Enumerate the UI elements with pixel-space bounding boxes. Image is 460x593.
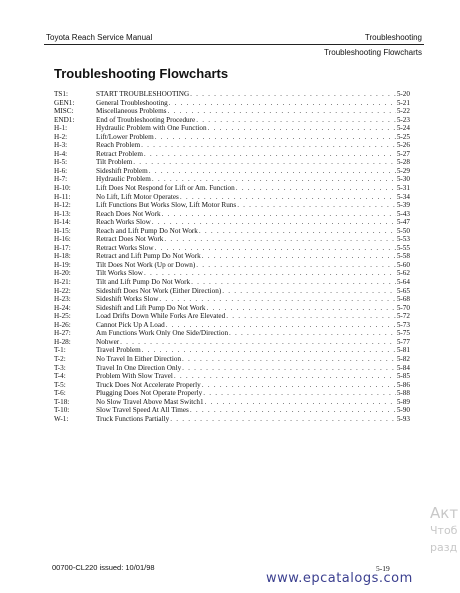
toc-entry-title: Am Functions Work Only One Side/Direction (96, 329, 229, 338)
toc-entry-code: H-5: (54, 158, 68, 167)
toc-entry[interactable] (54, 252, 410, 261)
footer-page-number: 5-19 (376, 564, 390, 573)
toc-entry-page: 5-26 (396, 141, 410, 150)
toc-entry-code: H-27: (54, 329, 71, 338)
toc-entry-code: T-5: (54, 380, 66, 389)
toc-entry-page: 5-81 (396, 346, 410, 355)
toc-entry[interactable] (54, 107, 410, 116)
toc-entry-code: H-7: (54, 175, 68, 184)
toc-entry-page: 5-47 (396, 218, 410, 227)
toc-entry-code: T-3: (54, 363, 66, 372)
toc-entry-code: H-6: (54, 166, 68, 175)
toc-leader-dots (182, 364, 396, 373)
toc-entry-code: T-6: (54, 389, 66, 398)
toc-entry-code: T-18: (54, 397, 70, 406)
toc-leader-dots (170, 415, 396, 424)
toc-entry-title: Cannot Pick Up A Load (96, 320, 165, 329)
toc-entry-code: T-4: (54, 372, 66, 381)
toc-entry-title: Travel In One Direction Only (96, 363, 182, 372)
toc-entry-code: H-20: (54, 269, 71, 278)
toc-entry-page: 5-64 (396, 278, 410, 287)
toc-list (54, 90, 410, 423)
toc-entry-code: GEN1: (54, 98, 75, 107)
toc-entry-code: H-17: (54, 243, 71, 252)
toc-leader-dots (167, 107, 395, 116)
toc-entry-page: 5-86 (396, 380, 410, 389)
toc-entry-title: Reach Problem (96, 141, 141, 150)
toc-entry-page: 5-77 (396, 337, 410, 346)
toc-entry[interactable] (54, 193, 410, 202)
toc-leader-dots (199, 227, 396, 236)
toc-leader-dots (190, 90, 396, 99)
toc-entry-page: 5-34 (396, 192, 410, 201)
toc-entry-code: H-10: (54, 184, 71, 193)
activation-line-2: Чтоб (430, 524, 458, 537)
toc-entry[interactable] (54, 235, 410, 244)
toc-entry-title: General Troubleshooting (96, 98, 168, 107)
watermark-site: www.epcatalogs.com (266, 571, 413, 586)
toc-leader-dots (169, 99, 396, 108)
header-section: Troubleshooting (364, 33, 422, 42)
toc-entry[interactable] (54, 329, 410, 338)
toc-entry-title: Retract and Lift Pump Do Not Work (96, 252, 201, 261)
toc-leader-dots (203, 389, 396, 398)
toc-entry-title: Load Drifts Down While Forks Are Elevated (96, 312, 226, 321)
toc-leader-dots (236, 184, 396, 193)
toc-entry-title: Sideshift and Lift Pump Do Not Work (96, 303, 206, 312)
toc-leader-dots (142, 346, 396, 355)
toc-leader-dots (152, 218, 396, 227)
toc-entry-page: 5-29 (396, 166, 410, 175)
toc-entry-page: 5-70 (396, 303, 410, 312)
toc-leader-dots (196, 261, 396, 270)
toc-entry-code: END1: (54, 115, 75, 124)
toc-entry[interactable] (54, 278, 410, 287)
toc-leader-dots (166, 321, 396, 330)
toc-entry[interactable] (54, 295, 410, 304)
toc-entry-title: Problem With Slow Travel (96, 372, 173, 381)
toc-entry-page: 5-39 (396, 201, 410, 210)
header-subsection: Troubleshooting Flowcharts (324, 48, 422, 57)
toc-leader-dots (237, 201, 396, 210)
toc-entry-title: Plugging Does Not Operate Properly (96, 389, 203, 398)
toc-leader-dots (180, 193, 396, 202)
toc-entry-title: Sideshift Does Not Work (Either Direction) (96, 286, 222, 295)
toc-leader-dots (155, 244, 396, 253)
toc-entry-title: Tilt and Lift Pump Do Not Work (96, 278, 191, 287)
activation-watermark (430, 505, 458, 556)
toc-entry-title: Hydraulic Problem (96, 175, 151, 184)
toc-entry-code: H-2: (54, 132, 68, 141)
toc-entry-page: 5-88 (396, 389, 410, 398)
toc-entry-page: 5-43 (396, 209, 410, 218)
footer-doc-issued: 00700-CL220 issued: 10/01/98 (52, 563, 155, 572)
toc-entry-page: 5-93 (396, 414, 410, 423)
toc-entry-title: START TROUBLESHOOTING (96, 90, 190, 98)
toc-entry[interactable] (54, 269, 410, 278)
toc-entry-code: T-2: (54, 354, 66, 363)
toc-entry-page: 5-27 (396, 149, 410, 158)
toc-entry-code: H-15: (54, 226, 71, 235)
toc-entry-code: H-19: (54, 260, 71, 269)
toc-entry-page: 5-20 (396, 90, 410, 98)
toc-entry-code: H-26: (54, 320, 71, 329)
toc-leader-dots (155, 133, 396, 142)
toc-leader-dots (208, 124, 396, 133)
toc-entry-page: 5-62 (396, 269, 410, 278)
toc-entry-page: 5-53 (396, 235, 410, 244)
toc-entry[interactable] (54, 346, 410, 355)
toc-entry-page: 5-89 (396, 397, 410, 406)
toc-entry[interactable] (54, 227, 410, 236)
toc-entry-title: Retract Problem (96, 149, 143, 158)
toc-entry[interactable] (54, 201, 410, 210)
toc-leader-dots (162, 210, 396, 219)
toc-entry[interactable] (54, 210, 410, 219)
toc-entry[interactable] (54, 150, 410, 159)
toc-entry[interactable] (54, 158, 410, 167)
toc-entry-code: H-14: (54, 218, 71, 227)
toc-entry-page: 5-90 (396, 406, 410, 415)
toc-entry-page: 5-60 (396, 260, 410, 269)
toc-entry[interactable] (54, 133, 410, 142)
toc-entry-page: 5-22 (396, 107, 410, 116)
toc-entry[interactable] (54, 398, 410, 407)
toc-entry-code: H-1: (54, 124, 68, 133)
toc-entry-title: Slow Travel Speed At All Times (96, 406, 189, 415)
toc-entry-page: 5-58 (396, 252, 410, 261)
toc-entry-title: No Slow Travel Above Mast Switch1 (96, 397, 204, 406)
toc-leader-dots (182, 355, 396, 364)
toc-entry-page: 5-25 (396, 132, 410, 141)
toc-leader-dots (205, 398, 396, 407)
toc-entry-title: Retract Does Not Work (96, 235, 164, 244)
activation-line-3: разд (430, 541, 458, 554)
toc-entry[interactable] (54, 124, 410, 133)
toc-entry-page: 5-28 (396, 158, 410, 167)
toc-entry-code: H-22: (54, 286, 71, 295)
toc-entry-code: H-23: (54, 295, 71, 304)
toc-entry-title: No Lift, Lift Motor Operates (96, 192, 179, 201)
toc-entry-title: Sideshift Problem (96, 166, 148, 175)
toc-entry-page: 5-21 (396, 98, 410, 107)
toc-entry-title: Tilt Problem (96, 158, 133, 167)
toc-entry-page: 5-30 (396, 175, 410, 184)
toc-leader-dots (174, 372, 396, 381)
toc-entry[interactable] (54, 304, 410, 313)
toc-entry-code: H-28: (54, 337, 71, 346)
toc-entry[interactable] (54, 415, 410, 424)
toc-leader-dots (141, 141, 396, 150)
toc-leader-dots (226, 312, 396, 321)
toc-entry-title: Sideshift Works Slow (96, 295, 159, 304)
toc-entry-code: W-1: (54, 414, 69, 423)
toc-leader-dots (196, 116, 396, 125)
toc-entry-page: 5-31 (396, 184, 410, 193)
toc-entry-title: Truck Functions Partially (96, 414, 170, 423)
toc-entry-page: 5-72 (396, 312, 410, 321)
toc-entry[interactable] (54, 261, 410, 270)
toc-entry-page: 5-50 (396, 226, 410, 235)
toc-entry[interactable] (54, 218, 410, 227)
toc-entry-title: Lift/Lower Problem (96, 132, 154, 141)
toc-leader-dots (207, 304, 396, 313)
toc-entry-title: No Travel In Either Direction (96, 354, 182, 363)
toc-leader-dots (144, 150, 396, 159)
toc-entry-code: H-16: (54, 235, 71, 244)
toc-entry-page: 5-23 (396, 115, 410, 124)
toc-entry[interactable] (54, 406, 410, 415)
toc-entry-title: Reach Works Slow (96, 218, 151, 227)
toc-entry-title: Nohwer (96, 337, 120, 346)
toc-entry[interactable] (54, 389, 410, 398)
toc-entry[interactable] (54, 321, 410, 330)
toc-leader-dots (133, 158, 396, 167)
toc-entry-code: H-25: (54, 312, 71, 321)
toc-leader-dots (149, 167, 396, 176)
toc-entry[interactable] (54, 338, 410, 347)
toc-entry[interactable] (54, 355, 410, 364)
toc-entry[interactable] (54, 364, 410, 373)
toc-leader-dots (159, 295, 395, 304)
toc-entry-code: H-11: (54, 192, 71, 201)
toc-entry-page: 5-24 (396, 124, 410, 133)
toc-entry-title: Tilt Does Not Work (Up or Down) (96, 260, 196, 269)
toc-entry-page: 5-65 (396, 286, 410, 295)
toc-entry-code: T-1: (54, 346, 66, 355)
toc-entry-title: Hydraulic Problem with One Function (96, 124, 207, 133)
toc-entry[interactable] (54, 141, 410, 150)
toc-leader-dots (229, 329, 396, 338)
toc-entry[interactable] (54, 381, 410, 390)
toc-entry-code: T-10: (54, 406, 70, 415)
toc-entry-code: TS1: (54, 90, 68, 98)
toc-entry[interactable] (54, 184, 410, 193)
toc-entry-page: 5-68 (396, 295, 410, 304)
toc-entry-page: 5-82 (396, 354, 410, 363)
toc-entry-title: Miscellaneous Problems (96, 107, 167, 116)
toc-entry-code: H-13: (54, 209, 71, 218)
page-title: Troubleshooting Flowcharts (54, 66, 229, 81)
toc-entry[interactable] (54, 175, 410, 184)
toc-entry-title: End of Troubleshooting Procedure (96, 115, 196, 124)
header-manual-title: Toyota Reach Service Manual (46, 33, 153, 42)
toc-entry-title: Truck Does Not Accelerate Properly (96, 380, 201, 389)
toc-entry[interactable] (54, 244, 410, 253)
toc-entry-code: H-4: (54, 149, 68, 158)
toc-entry-page: 5-55 (396, 243, 410, 252)
toc-entry-title: Retract Works Slow (96, 243, 154, 252)
activation-line-1: Акт (430, 504, 459, 522)
toc-entry-title: Travel Problem (96, 346, 141, 355)
toc-entry-code: MISC: (54, 107, 74, 116)
toc-leader-dots (191, 278, 396, 287)
toc-entry[interactable] (54, 116, 410, 125)
toc-leader-dots (144, 269, 396, 278)
toc-entry[interactable] (54, 312, 410, 321)
toc-entry-title: Lift Functions But Works Slow, Lift Motor Runs (96, 201, 237, 210)
toc-entry[interactable] (54, 372, 410, 381)
toc-entry-page: 5-85 (396, 372, 410, 381)
toc-entry-code: H-21: (54, 278, 71, 287)
toc-entry-page: 5-73 (396, 320, 410, 329)
toc-leader-dots (190, 406, 396, 415)
toc-leader-dots (202, 252, 396, 261)
toc-entry-page: 5-75 (396, 329, 410, 338)
toc-entry[interactable] (54, 90, 410, 99)
toc-leader-dots (222, 287, 396, 296)
toc-entry-page: 5-84 (396, 363, 410, 372)
header-rule (44, 44, 424, 45)
toc-leader-dots (152, 175, 396, 184)
toc-leader-dots (202, 381, 396, 390)
toc-leader-dots (120, 338, 396, 347)
toc-entry-title: Reach and Lift Pump Do Not Work (96, 226, 198, 235)
toc-entry-code: H-18: (54, 252, 71, 261)
toc-entry[interactable] (54, 287, 410, 296)
toc-entry-title: Tilt Works Slow (96, 269, 143, 278)
toc-entry[interactable] (54, 99, 410, 108)
toc-entry[interactable] (54, 167, 410, 176)
toc-entry-code: H-24: (54, 303, 71, 312)
toc-entry-title: Lift Does Not Respond for Lift or Am. Function (96, 184, 235, 193)
toc-entry-code: H-3: (54, 141, 68, 150)
toc-entry-code: H-12: (54, 201, 71, 210)
toc-leader-dots (164, 235, 395, 244)
toc-entry-title: Reach Does Not Work (96, 209, 161, 218)
